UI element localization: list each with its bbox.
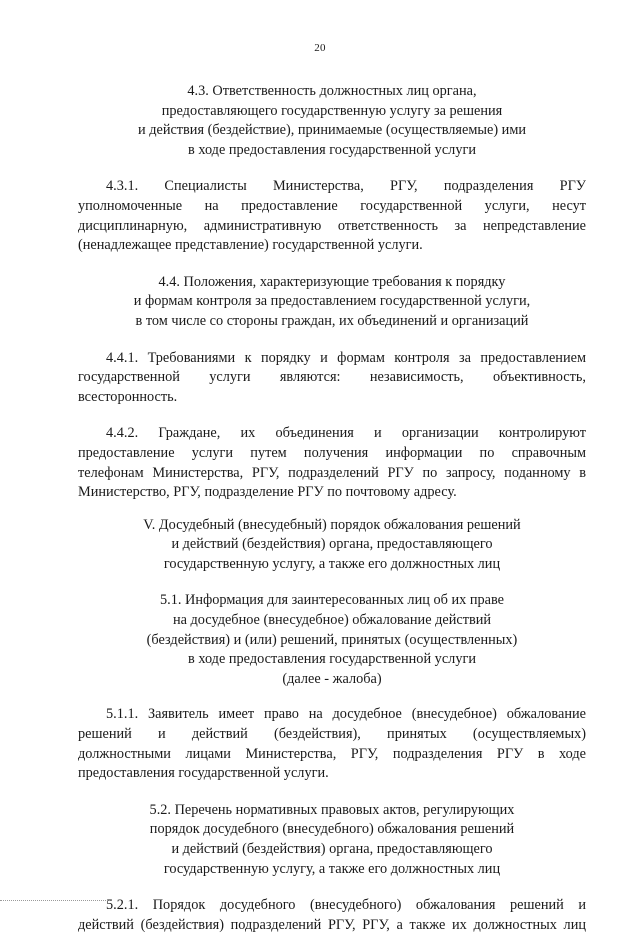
paragraph-line: 4.3.1. Специалисты Министерства, РГУ, подразделения РГУ [106, 178, 586, 195]
spacer [78, 503, 586, 516]
heading-line: государственную услугу, а также его должностных лиц [163, 860, 501, 877]
heading-line: (далее - жалоба) [282, 670, 382, 687]
heading-line: и формам контроля за предоставлением государственной услуги, [133, 293, 531, 310]
spacer [78, 160, 586, 177]
paragraph-line: 4.4.2. Граждане, их объединения и организации контролируют [106, 425, 586, 442]
paragraph-line: действий (бездействия) подразделений РГУ, РГУ, а также их должностных лиц [78, 916, 586, 933]
heading-line: порядок досудебного (внесудебного) обжалования решений [149, 821, 515, 838]
paragraph-line: 5.1.1. Заявитель имеет право на досудебное (внесудебное) обжалование [106, 706, 586, 723]
paragraph-line: 5.2.1. Порядок досудебного (внесудебного) обжалования решений и [106, 897, 586, 914]
spacer [78, 332, 586, 349]
heading-line: и действий (бездействия) органа, предоставляющего [171, 841, 493, 857]
heading-line: на досудебное (внесудебное) обжалование действий [172, 612, 492, 629]
footer-scan-mark [0, 900, 110, 903]
spacer [78, 784, 586, 801]
paragraph-line: телефонам Министерства, РГУ, подразделений РГУ по запросу, поданному в [78, 464, 586, 481]
spacer [78, 879, 586, 896]
heading-line: 4.3. Ответственность должностных лиц органа, [187, 83, 477, 99]
heading-line: V. Досудебный (внесудебный) порядок обжалования решений [143, 516, 521, 533]
section-heading [78, 273, 586, 332]
heading-line: государственную услугу, а также его должностных лиц [163, 555, 501, 572]
paragraph [78, 705, 586, 783]
paragraph-line: уполномоченные на предоставление государственной услуги, несут [78, 197, 586, 214]
heading-line: 4.4. Положения, характеризующие требования к порядку [158, 273, 506, 290]
paragraph-line: предоставление услуги путем получения информации по справочным [78, 444, 586, 461]
paragraph-line: всесторонность. [78, 388, 178, 405]
paragraph [78, 349, 586, 408]
paragraph-line: должностными лицами Министерства, РГУ, подразделения РГУ в ходе [78, 745, 586, 762]
paragraph-line: Министерство, РГУ, подразделение РГУ по почтовому адресу. [78, 484, 457, 501]
heading-line: в ходе предоставления государственной услуги [188, 651, 476, 668]
section-heading [78, 82, 586, 160]
heading-line: предоставляющего государственную услугу за решения [161, 102, 503, 119]
paragraph [78, 896, 586, 935]
heading-line: 5.1. Информация для заинтересованных лиц об их праве [160, 592, 504, 609]
heading-line: и действия (бездействие), принимаемые (осуществляемые) ими [137, 122, 527, 139]
page-number: 20 [314, 42, 326, 54]
paragraph-line: (ненадлежащее представление) государственной услуги. [78, 237, 423, 254]
heading-line: 5.2. Перечень нормативных правовых актов, регулирующих [149, 801, 515, 818]
document-body [78, 82, 586, 935]
spacer [78, 407, 586, 424]
paragraph [78, 424, 586, 502]
paragraph-line: решений и действий (бездействия), принятых (осуществляемых) [78, 726, 586, 743]
paragraph-line: предоставления государственной услуги. [78, 765, 329, 782]
section-heading [78, 591, 586, 689]
section-heading [78, 801, 586, 879]
spacer [78, 574, 586, 591]
paragraph-line: государственной услуги являются: независимость, объективность, [78, 369, 586, 386]
heading-line: и действий (бездействия) органа, предоставляющего [171, 536, 493, 553]
spacer [78, 256, 586, 273]
heading-line: в том числе со стороны граждан, их объединений и организаций [135, 312, 529, 329]
paragraph [78, 177, 586, 255]
paragraph-line: 4.4.1. Требованиями к порядку и формам контроля за предоставлением [106, 349, 586, 366]
spacer [78, 689, 586, 705]
paragraph-line: дисциплинарную, административную ответственность за непредставление [78, 217, 586, 234]
heading-line: (бездействия) и (или) решений, принятых (осуществленных) [146, 631, 518, 648]
heading-line: в ходе предоставления государственной услуги [188, 141, 476, 158]
section-heading [78, 516, 586, 575]
